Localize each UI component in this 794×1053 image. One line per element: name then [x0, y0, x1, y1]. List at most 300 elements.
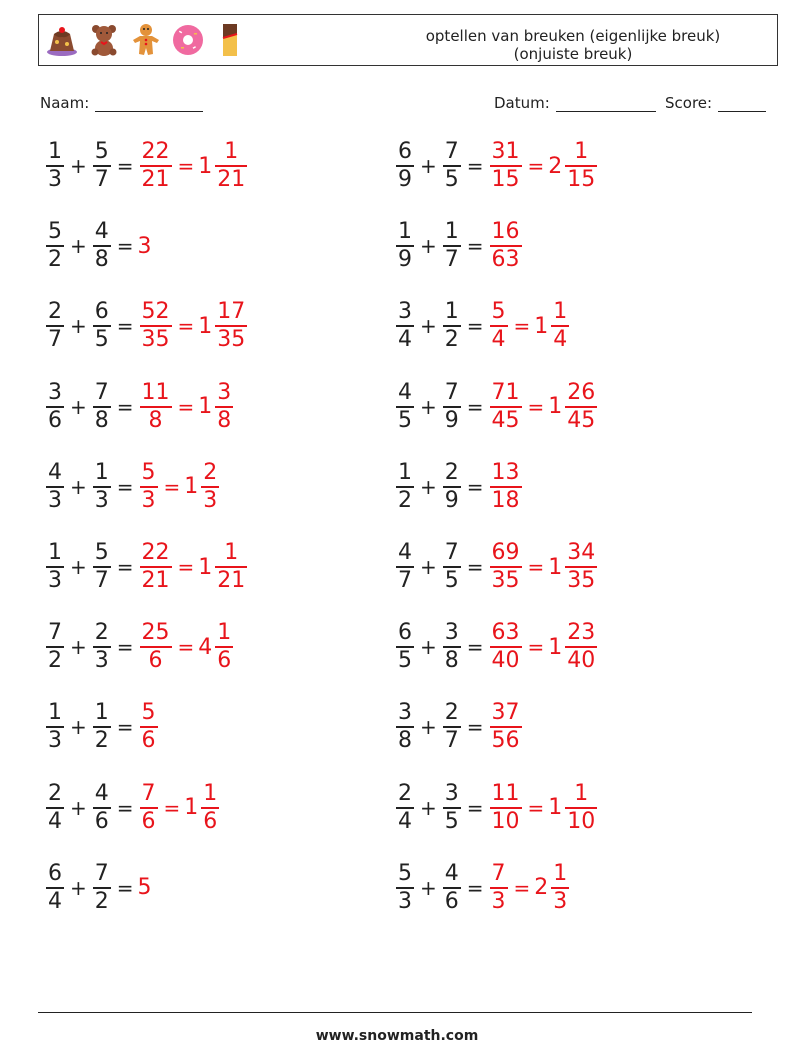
fraction-a: [46, 299, 64, 353]
mixed-whole: 1: [198, 153, 213, 179]
mixed-numerator: 17: [217, 299, 246, 325]
fraction-b-numerator: 1: [444, 219, 459, 245]
fraction-b-numerator: 1: [94, 459, 109, 485]
problem-item: [44, 614, 235, 680]
answer-fraction: [140, 620, 172, 674]
answer-fraction: [490, 700, 522, 754]
answer-fraction-denominator: 6: [148, 648, 163, 674]
equals-sign: =: [527, 154, 545, 178]
mixed-fraction: [201, 460, 219, 514]
fraction-a: [396, 861, 414, 915]
mixed-whole: 2: [548, 153, 563, 179]
fraction-a: [396, 540, 414, 594]
fraction-b-numerator: 1: [94, 700, 109, 726]
fraction-b: [93, 620, 111, 674]
fraction-a: [396, 139, 414, 193]
fraction-b: [443, 861, 461, 915]
fraction-a-denominator: 3: [48, 568, 62, 593]
fraction-b-numerator: 4: [94, 780, 109, 806]
header-box: [38, 14, 778, 66]
fraction-b: [93, 299, 111, 353]
cake-icon: [45, 22, 79, 58]
plus-sign: +: [70, 474, 87, 499]
answer-fraction-denominator: 40: [491, 648, 520, 674]
answer-fraction: [490, 219, 522, 273]
equals-sign: =: [116, 154, 134, 178]
fraction-b-numerator: 5: [94, 139, 109, 164]
equals-sign: =: [466, 474, 484, 499]
plus-sign: +: [70, 314, 87, 339]
mixed-whole: 1: [548, 554, 563, 580]
problem-item: [394, 213, 524, 279]
fraction-b-denominator: 7: [444, 247, 459, 273]
fraction-b-numerator: 5: [94, 540, 109, 565]
fraction-a: [46, 861, 64, 915]
mixed-denominator: 10: [567, 808, 596, 834]
fraction-b: [443, 781, 461, 835]
fraction-a-numerator: 6: [398, 620, 412, 646]
mixed-denominator: 21: [217, 568, 246, 593]
fraction-a-numerator: 7: [48, 620, 62, 646]
fraction-a-numerator: 3: [48, 379, 62, 405]
fraction-b: [443, 540, 461, 594]
fraction-a-numerator: 2: [398, 780, 412, 806]
answer-fraction-numerator: 7: [491, 860, 506, 886]
fraction-a-numerator: 1: [398, 459, 412, 485]
answer-fraction-numerator: 5: [141, 459, 156, 485]
problem-item: [394, 454, 524, 520]
plus-sign: +: [70, 875, 87, 900]
plus-sign: +: [420, 795, 437, 820]
fraction-a: [396, 781, 414, 835]
fraction-b-denominator: 5: [444, 808, 459, 834]
mixed-whole: 1: [184, 474, 199, 500]
answer-fraction: [140, 299, 172, 353]
answer-fraction-denominator: 3: [491, 888, 506, 914]
equals-sign: =: [513, 314, 531, 339]
fraction-a-denominator: 7: [48, 327, 62, 353]
fraction-a: [396, 460, 414, 514]
fraction-b-denominator: 7: [444, 728, 459, 754]
plus-sign: +: [70, 234, 87, 259]
answer-fraction: [490, 380, 522, 434]
answer-fraction-denominator: 4: [491, 327, 506, 353]
footer-divider: [38, 1012, 752, 1013]
fraction-a-numerator: 4: [398, 379, 412, 405]
problem-item: [44, 694, 160, 760]
fraction-a: [46, 700, 64, 754]
mixed-numerator: 3: [217, 379, 232, 405]
worksheet-title: [369, 27, 777, 63]
equals-sign: =: [466, 635, 484, 660]
plus-sign: +: [420, 555, 437, 579]
fraction-a-denominator: 4: [398, 808, 412, 834]
equals-sign: =: [527, 555, 545, 579]
problem-item: [44, 293, 249, 359]
fraction-a-numerator: 3: [398, 299, 412, 325]
answer-fraction: [140, 700, 158, 754]
equals-sign: =: [116, 474, 134, 499]
mixed-numerator: 34: [567, 540, 596, 565]
mixed-numerator: 23: [567, 620, 596, 646]
fraction-a-denominator: 3: [48, 167, 62, 192]
plus-sign: +: [420, 154, 437, 178]
fraction-b: [443, 299, 461, 353]
answer-mixed-number: [548, 380, 599, 434]
equals-sign: =: [116, 234, 134, 259]
answer-fraction-denominator: 10: [491, 808, 520, 834]
date-line[interactable]: [556, 97, 656, 112]
answer-mixed-number: [548, 781, 599, 835]
mixed-whole: 1: [534, 313, 549, 339]
fraction-a-denominator: 7: [398, 568, 412, 593]
plus-sign: +: [70, 394, 87, 419]
fraction-b: [443, 380, 461, 434]
plus-sign: +: [420, 314, 437, 339]
problem-item: [394, 374, 599, 440]
fraction-b-numerator: 1: [444, 299, 459, 325]
problem-item: [44, 133, 249, 199]
mixed-denominator: 3: [203, 487, 218, 513]
answer-fraction: [140, 460, 158, 514]
equals-sign: =: [177, 555, 195, 579]
mixed-numerator: 1: [203, 780, 218, 806]
fraction-a-numerator: 2: [48, 299, 62, 325]
equals-sign: =: [466, 394, 484, 419]
icon-row: [45, 22, 247, 58]
fraction-b-denominator: 2: [94, 728, 109, 754]
mixed-denominator: 35: [567, 568, 596, 593]
answer-fraction: [490, 299, 508, 353]
mixed-fraction: [565, 380, 597, 434]
mixed-whole: 1: [184, 795, 199, 821]
equals-sign: =: [466, 154, 484, 178]
fraction-b-numerator: 6: [94, 299, 109, 325]
answer-fraction-numerator: 16: [491, 219, 520, 245]
fraction-b-denominator: 5: [94, 327, 109, 353]
mixed-fraction: [551, 299, 569, 353]
plus-sign: +: [420, 474, 437, 499]
fraction-a-denominator: 3: [48, 487, 62, 513]
fraction-a-denominator: 6: [48, 407, 62, 433]
mixed-fraction: [215, 299, 247, 353]
fraction-a-numerator: 1: [48, 139, 62, 164]
answer-fraction-denominator: 21: [141, 568, 170, 593]
fraction-a-numerator: 1: [398, 219, 412, 245]
mixed-denominator: 40: [567, 648, 596, 674]
fraction-a: [396, 700, 414, 754]
mixed-numerator: 1: [224, 540, 239, 565]
score-line[interactable]: [718, 97, 766, 112]
answer-fraction-numerator: 5: [141, 700, 156, 726]
fraction-b-denominator: 8: [94, 247, 109, 273]
answer-fraction: [490, 139, 522, 193]
mixed-numerator: 1: [574, 139, 589, 164]
answer-fraction: [140, 380, 172, 434]
mixed-fraction: [215, 620, 233, 674]
mixed-whole: 1: [198, 394, 213, 420]
mixed-fraction: [215, 540, 247, 594]
equals-sign: =: [466, 715, 484, 740]
answer-mixed-number: [184, 781, 221, 835]
answer-mixed-number: [198, 139, 249, 193]
score-label: Score:: [665, 94, 713, 112]
mixed-whole: 1: [548, 394, 563, 420]
equals-sign: =: [177, 154, 195, 178]
equals-sign: =: [527, 635, 545, 660]
equals-sign: =: [466, 875, 484, 900]
gingerbread-man-icon: [129, 22, 163, 58]
chocolate-bar-icon: [213, 22, 247, 58]
mixed-fraction: [215, 380, 233, 434]
fraction-a-numerator: 1: [48, 540, 62, 565]
problem-item: [394, 293, 571, 359]
fraction-a-numerator: 6: [48, 860, 62, 886]
fraction-b-denominator: 3: [94, 648, 109, 674]
fraction-b-denominator: 5: [444, 568, 459, 593]
plus-sign: +: [420, 875, 437, 900]
fraction-a-denominator: 2: [48, 648, 62, 674]
equals-sign: =: [466, 314, 484, 339]
answer-fraction: [140, 139, 172, 193]
problem-item: [44, 454, 221, 520]
problem-item: [394, 694, 524, 760]
date-label: Datum:: [494, 94, 550, 112]
problem-item: [44, 374, 235, 440]
answer-fraction-numerator: 5: [491, 299, 506, 325]
answer-fraction-denominator: 56: [491, 728, 520, 754]
problem-item: [394, 775, 599, 841]
fraction-b-denominator: 7: [94, 167, 109, 192]
plus-sign: +: [70, 715, 87, 740]
answer-whole: 3: [137, 233, 152, 259]
mixed-denominator: 15: [567, 167, 596, 192]
equals-sign: =: [116, 314, 134, 339]
mixed-fraction: [565, 620, 597, 674]
fraction-b: [443, 219, 461, 273]
mixed-whole: 1: [548, 795, 563, 821]
mixed-whole: 1: [198, 554, 213, 580]
equals-sign: =: [116, 394, 134, 419]
equals-sign: =: [116, 795, 134, 820]
answer-fraction-numerator: 63: [491, 620, 520, 646]
fraction-b: [443, 139, 461, 193]
answer-fraction-numerator: 25: [141, 620, 170, 646]
fraction-b: [93, 861, 111, 915]
fraction-b-denominator: 9: [444, 407, 459, 433]
fraction-b-numerator: 2: [94, 620, 109, 646]
problem-item: [394, 855, 571, 921]
mixed-denominator: 4: [553, 327, 568, 353]
equals-sign: =: [163, 474, 181, 499]
fraction-b: [93, 540, 111, 594]
fraction-a: [396, 620, 414, 674]
fraction-a: [46, 781, 64, 835]
fraction-a-numerator: 2: [48, 780, 62, 806]
fraction-b-numerator: 7: [444, 540, 459, 565]
fraction-a-denominator: 4: [48, 888, 62, 914]
plus-sign: +: [70, 154, 87, 178]
fraction-a-numerator: 6: [398, 139, 412, 164]
fraction-a-numerator: 5: [398, 860, 412, 886]
answer-fraction-numerator: 13: [491, 459, 520, 485]
mixed-denominator: 35: [217, 327, 246, 353]
problem-item: [44, 775, 221, 841]
fraction-a-denominator: 4: [398, 327, 412, 353]
mixed-numerator: 26: [567, 379, 596, 405]
equals-sign: =: [466, 795, 484, 820]
fraction-b: [93, 460, 111, 514]
fraction-b: [443, 700, 461, 754]
answer-mixed-number: [198, 540, 249, 594]
score-field[interactable]: [665, 94, 766, 112]
answer-fraction-numerator: 69: [491, 540, 520, 565]
fraction-a: [46, 620, 64, 674]
answer-fraction: [140, 540, 172, 594]
answer-mixed-number: [184, 460, 221, 514]
mixed-denominator: 8: [217, 407, 232, 433]
fraction-b-numerator: 7: [444, 379, 459, 405]
mixed-numerator: 1: [553, 299, 568, 325]
equals-sign: =: [177, 635, 195, 660]
answer-fraction-denominator: 21: [141, 167, 170, 192]
fraction-b-numerator: 4: [444, 860, 459, 886]
fraction-b-numerator: 7: [94, 860, 109, 886]
answer-mixed-number: [198, 380, 235, 434]
fraction-b-denominator: 7: [94, 568, 109, 593]
answer-fraction-numerator: 71: [491, 379, 520, 405]
mixed-denominator: 21: [217, 167, 246, 192]
fraction-a-denominator: 2: [48, 247, 62, 273]
fraction-b-denominator: 2: [444, 327, 459, 353]
fraction-b-numerator: 3: [444, 620, 459, 646]
answer-mixed-number: [534, 861, 571, 915]
fraction-a-numerator: 4: [48, 459, 62, 485]
answer-mixed-number: [548, 620, 599, 674]
answer-mixed-number: [534, 299, 571, 353]
fraction-a: [396, 219, 414, 273]
fraction-a-denominator: 5: [398, 648, 412, 674]
fraction-b: [93, 700, 111, 754]
fraction-a: [46, 460, 64, 514]
name-field[interactable]: [40, 94, 203, 112]
answer-fraction-denominator: 45: [491, 407, 520, 433]
fraction-a-denominator: 8: [398, 728, 412, 754]
answer-fraction: [490, 540, 522, 594]
mixed-fraction: [201, 781, 219, 835]
teddy-bear-icon: [87, 22, 121, 58]
donut-icon: [171, 22, 205, 58]
answer-fraction-numerator: 37: [491, 700, 520, 726]
fraction-b-denominator: 2: [94, 888, 109, 914]
mixed-numerator: 1: [217, 620, 232, 646]
answer-fraction-numerator: 31: [491, 139, 520, 164]
plus-sign: +: [420, 715, 437, 740]
answer-mixed-number: [548, 540, 599, 594]
answer-fraction: [490, 460, 522, 514]
fraction-b-denominator: 6: [94, 808, 109, 834]
plus-sign: +: [70, 795, 87, 820]
name-line[interactable]: [95, 97, 203, 112]
fraction-a-numerator: 5: [48, 219, 62, 245]
fraction-a: [46, 380, 64, 434]
answer-fraction-denominator: 6: [141, 728, 156, 754]
answer-mixed-number: [198, 299, 249, 353]
answer-fraction-denominator: 18: [491, 487, 520, 513]
mixed-denominator: 6: [203, 808, 218, 834]
mixed-fraction: [565, 139, 597, 193]
footer-url: www.snowmath.com: [315, 1028, 479, 1044]
answer-fraction-denominator: 63: [491, 247, 520, 273]
answer-fraction-denominator: 3: [141, 487, 156, 513]
mixed-fraction: [551, 861, 569, 915]
equals-sign: =: [116, 635, 134, 660]
date-field[interactable]: [494, 94, 656, 112]
fraction-b: [443, 460, 461, 514]
fraction-a-denominator: 5: [398, 407, 412, 433]
name-label: Naam:: [40, 94, 90, 112]
mixed-numerator: 2: [203, 459, 218, 485]
fraction-a-numerator: 1: [48, 700, 62, 726]
fraction-a-denominator: 2: [398, 487, 412, 513]
equals-sign: =: [466, 234, 484, 259]
fraction-b-denominator: 8: [444, 648, 459, 674]
fraction-a: [46, 139, 64, 193]
equals-sign: =: [513, 875, 531, 900]
fraction-b-numerator: 4: [94, 219, 109, 245]
answer-fraction-numerator: 22: [141, 540, 170, 565]
answer-mixed-number: [198, 620, 235, 674]
mixed-fraction: [215, 139, 247, 193]
fraction-b-numerator: 7: [94, 379, 109, 405]
plus-sign: +: [420, 234, 437, 259]
problem-item: [44, 855, 152, 921]
answer-fraction-denominator: 15: [491, 167, 520, 192]
fraction-b: [93, 380, 111, 434]
fraction-b-numerator: 3: [444, 780, 459, 806]
answer-fraction-denominator: 35: [491, 568, 520, 593]
fraction-b: [93, 219, 111, 273]
mixed-whole: 1: [198, 313, 213, 339]
answer-fraction-numerator: 52: [141, 299, 170, 325]
fraction-a: [396, 299, 414, 353]
answer-fraction-denominator: 6: [141, 808, 156, 834]
answer-fraction: [490, 781, 522, 835]
equals-sign: =: [116, 555, 134, 579]
fraction-b-numerator: 2: [444, 459, 459, 485]
plus-sign: +: [420, 635, 437, 660]
title-line-2: (onjuiste breuk): [513, 45, 633, 63]
mixed-numerator: 1: [574, 780, 589, 806]
fraction-a: [396, 380, 414, 434]
equals-sign: =: [116, 715, 134, 740]
fraction-b: [93, 139, 111, 193]
answer-fraction: [490, 861, 508, 915]
fraction-a-numerator: 4: [398, 540, 412, 565]
fraction-b-numerator: 2: [444, 700, 459, 726]
answer-fraction-numerator: 11: [491, 780, 520, 806]
fraction-a-denominator: 9: [398, 167, 412, 192]
fraction-b-numerator: 7: [444, 139, 459, 164]
answer-fraction-denominator: 8: [148, 407, 163, 433]
fraction-b-denominator: 9: [444, 487, 459, 513]
mixed-numerator: 1: [224, 139, 239, 164]
problem-item: [394, 614, 599, 680]
fraction-b-denominator: 3: [94, 487, 109, 513]
fraction-a: [46, 219, 64, 273]
fraction-b: [93, 781, 111, 835]
fraction-a-denominator: 9: [398, 247, 412, 273]
